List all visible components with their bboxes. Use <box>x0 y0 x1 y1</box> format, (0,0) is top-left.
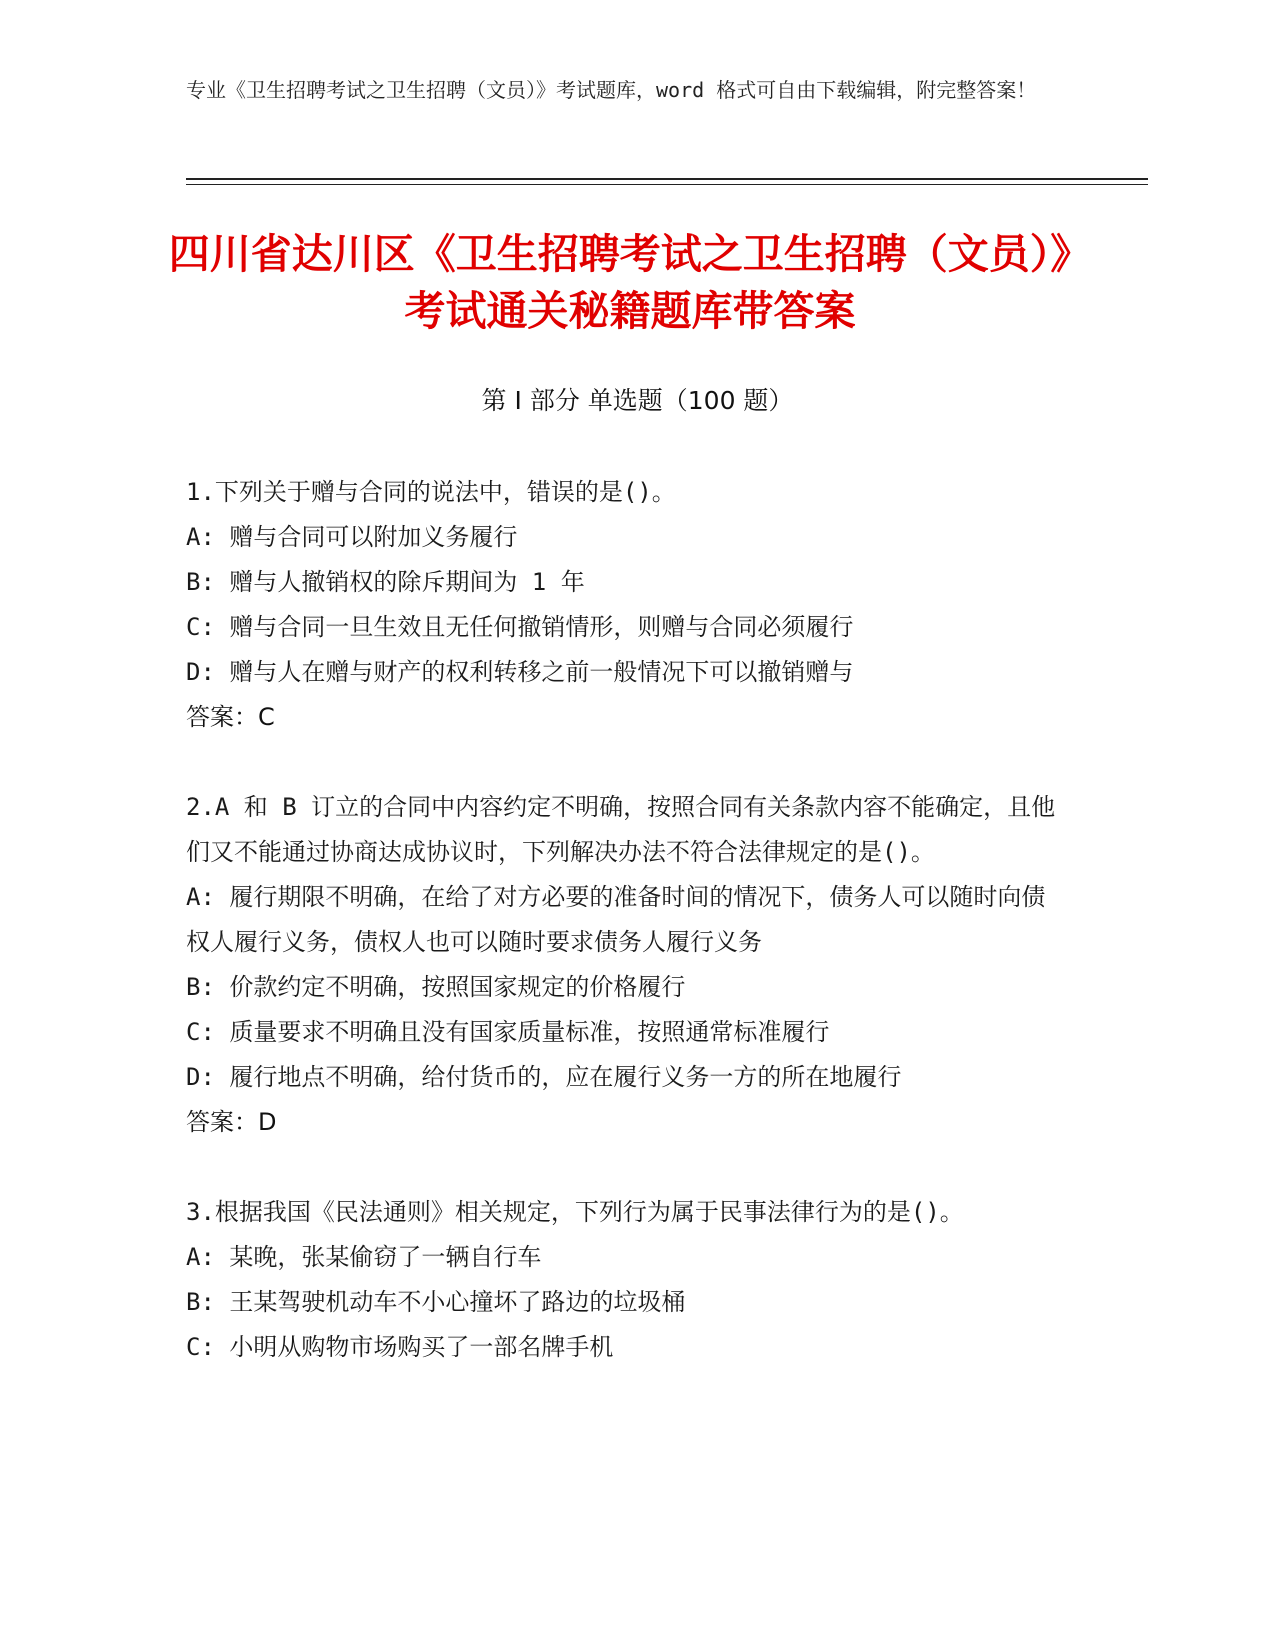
option-a: A: 履行期限不明确，在给了对方必要的准备时间的情况下，债务人可以随时向债权人履行义务，债权人也可以随时要求债务人履行义务 <box>186 883 1046 956</box>
question-stem: 1.下列关于赠与合同的说法中，错误的是()。 <box>186 478 676 506</box>
question-stem: 2.A 和 B 订立的合同中内容约定不明确，按照合同有关条款内容不能确定，且他们又不能通过协商达成协议时，下列解决办法不符合法律规定的是()。 <box>186 793 1056 866</box>
option-c: C: 赠与合同一旦生效且无任何撤销情形，则赠与合同必须履行 <box>186 613 854 641</box>
option-a: A: 赠与合同可以附加义务履行 <box>186 523 518 551</box>
header-note: 专业《卫生招聘考试之卫生招聘（文员）》考试题库，word 格式可自由下载编辑，附完整答案！ <box>186 78 1037 102</box>
option-c: C: 质量要求不明确且没有国家质量标准，按照通常标准履行 <box>186 1018 830 1046</box>
header-rule-thick <box>186 178 1148 180</box>
option-d: D: 履行地点不明确，给付货币的，应在履行义务一方的所在地履行 <box>186 1063 902 1091</box>
option-b: B: 价款约定不明确，按照国家规定的价格履行 <box>186 973 686 1001</box>
section-title: 第 I 部分 单选题（100 题） <box>481 386 794 415</box>
question-stem: 3.根据我国《民法通则》相关规定，下列行为属于民事法律行为的是()。 <box>186 1198 964 1226</box>
question-1 <box>186 470 1086 740</box>
option-a: A: 某晚，张某偷窃了一辆自行车 <box>186 1243 542 1271</box>
question-2 <box>186 785 1086 1145</box>
option-c: C: 小明从购物市场购买了一部名牌手机 <box>186 1333 614 1361</box>
option-b: B: 赠与人撤销权的除斥期间为 1 年 <box>186 568 585 596</box>
option-b: B: 王某驾驶机动车不小心撞坏了路边的垃圾桶 <box>186 1288 686 1316</box>
question-3 <box>186 1190 1086 1370</box>
question-list <box>186 470 1086 1415</box>
option-d: D: 赠与人在赠与财产的权利转移之前一般情况下可以撤销赠与 <box>186 658 854 686</box>
answer-label: 答案：D <box>186 1108 277 1136</box>
answer-label: 答案：C <box>186 703 275 731</box>
document-title: 四川省达川区《卫生招聘考试之卫生招聘（文员）》考试通关秘籍题库带答案 <box>168 230 1092 335</box>
header-rule-thin <box>186 184 1148 185</box>
